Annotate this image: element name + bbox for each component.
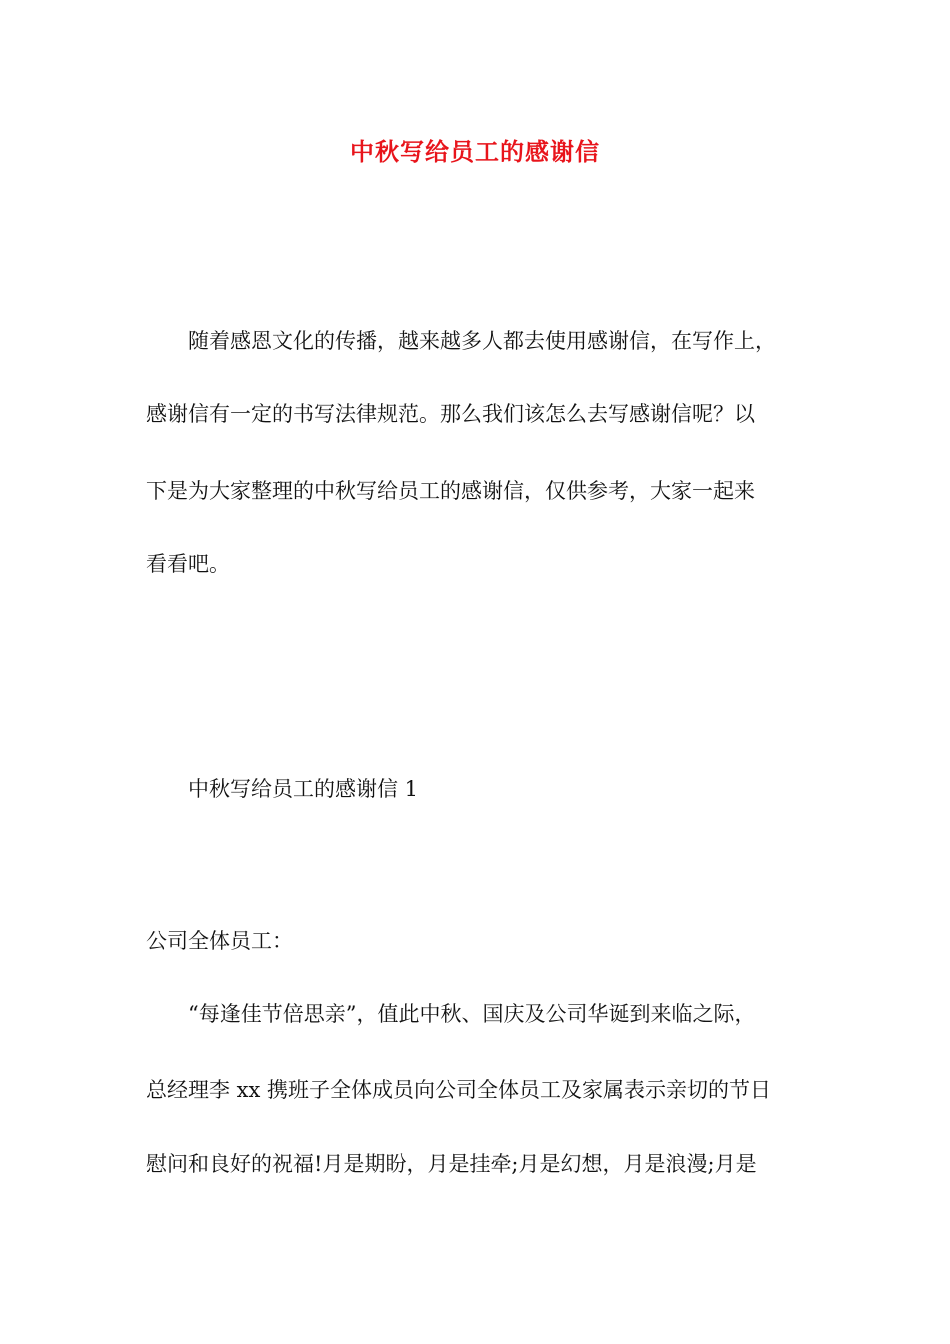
intro-line-4: 看看吧。: [146, 552, 230, 576]
document-title: 中秋写给员工的感谢信: [350, 137, 600, 166]
body-line-2: 总经理李 xx 携班子全体成员向公司全体员工及家属表示亲切的节日: [146, 1078, 772, 1102]
salutation: 公司全体员工：: [146, 929, 293, 953]
body-line-1: “每逢佳节倍思亲”，值此中秋、国庆及公司华诞到来临之际，: [188, 1002, 756, 1026]
section-heading: 中秋写给员工的感谢信 1: [188, 777, 419, 801]
intro-line-1: 随着感恩文化的传播，越来越多人都去使用感谢信，在写作上，: [188, 329, 776, 353]
intro-line-2: 感谢信有一定的书写法律规范。那么我们该怎么去写感谢信呢？以: [146, 402, 755, 426]
intro-line-3: 下是为大家整理的中秋写给员工的感谢信，仅供参考，大家一起来: [146, 479, 755, 503]
body-line-3: 慰问和良好的祝福!月是期盼，月是挂牵;月是幻想，月是浪漫;月是: [146, 1152, 757, 1176]
